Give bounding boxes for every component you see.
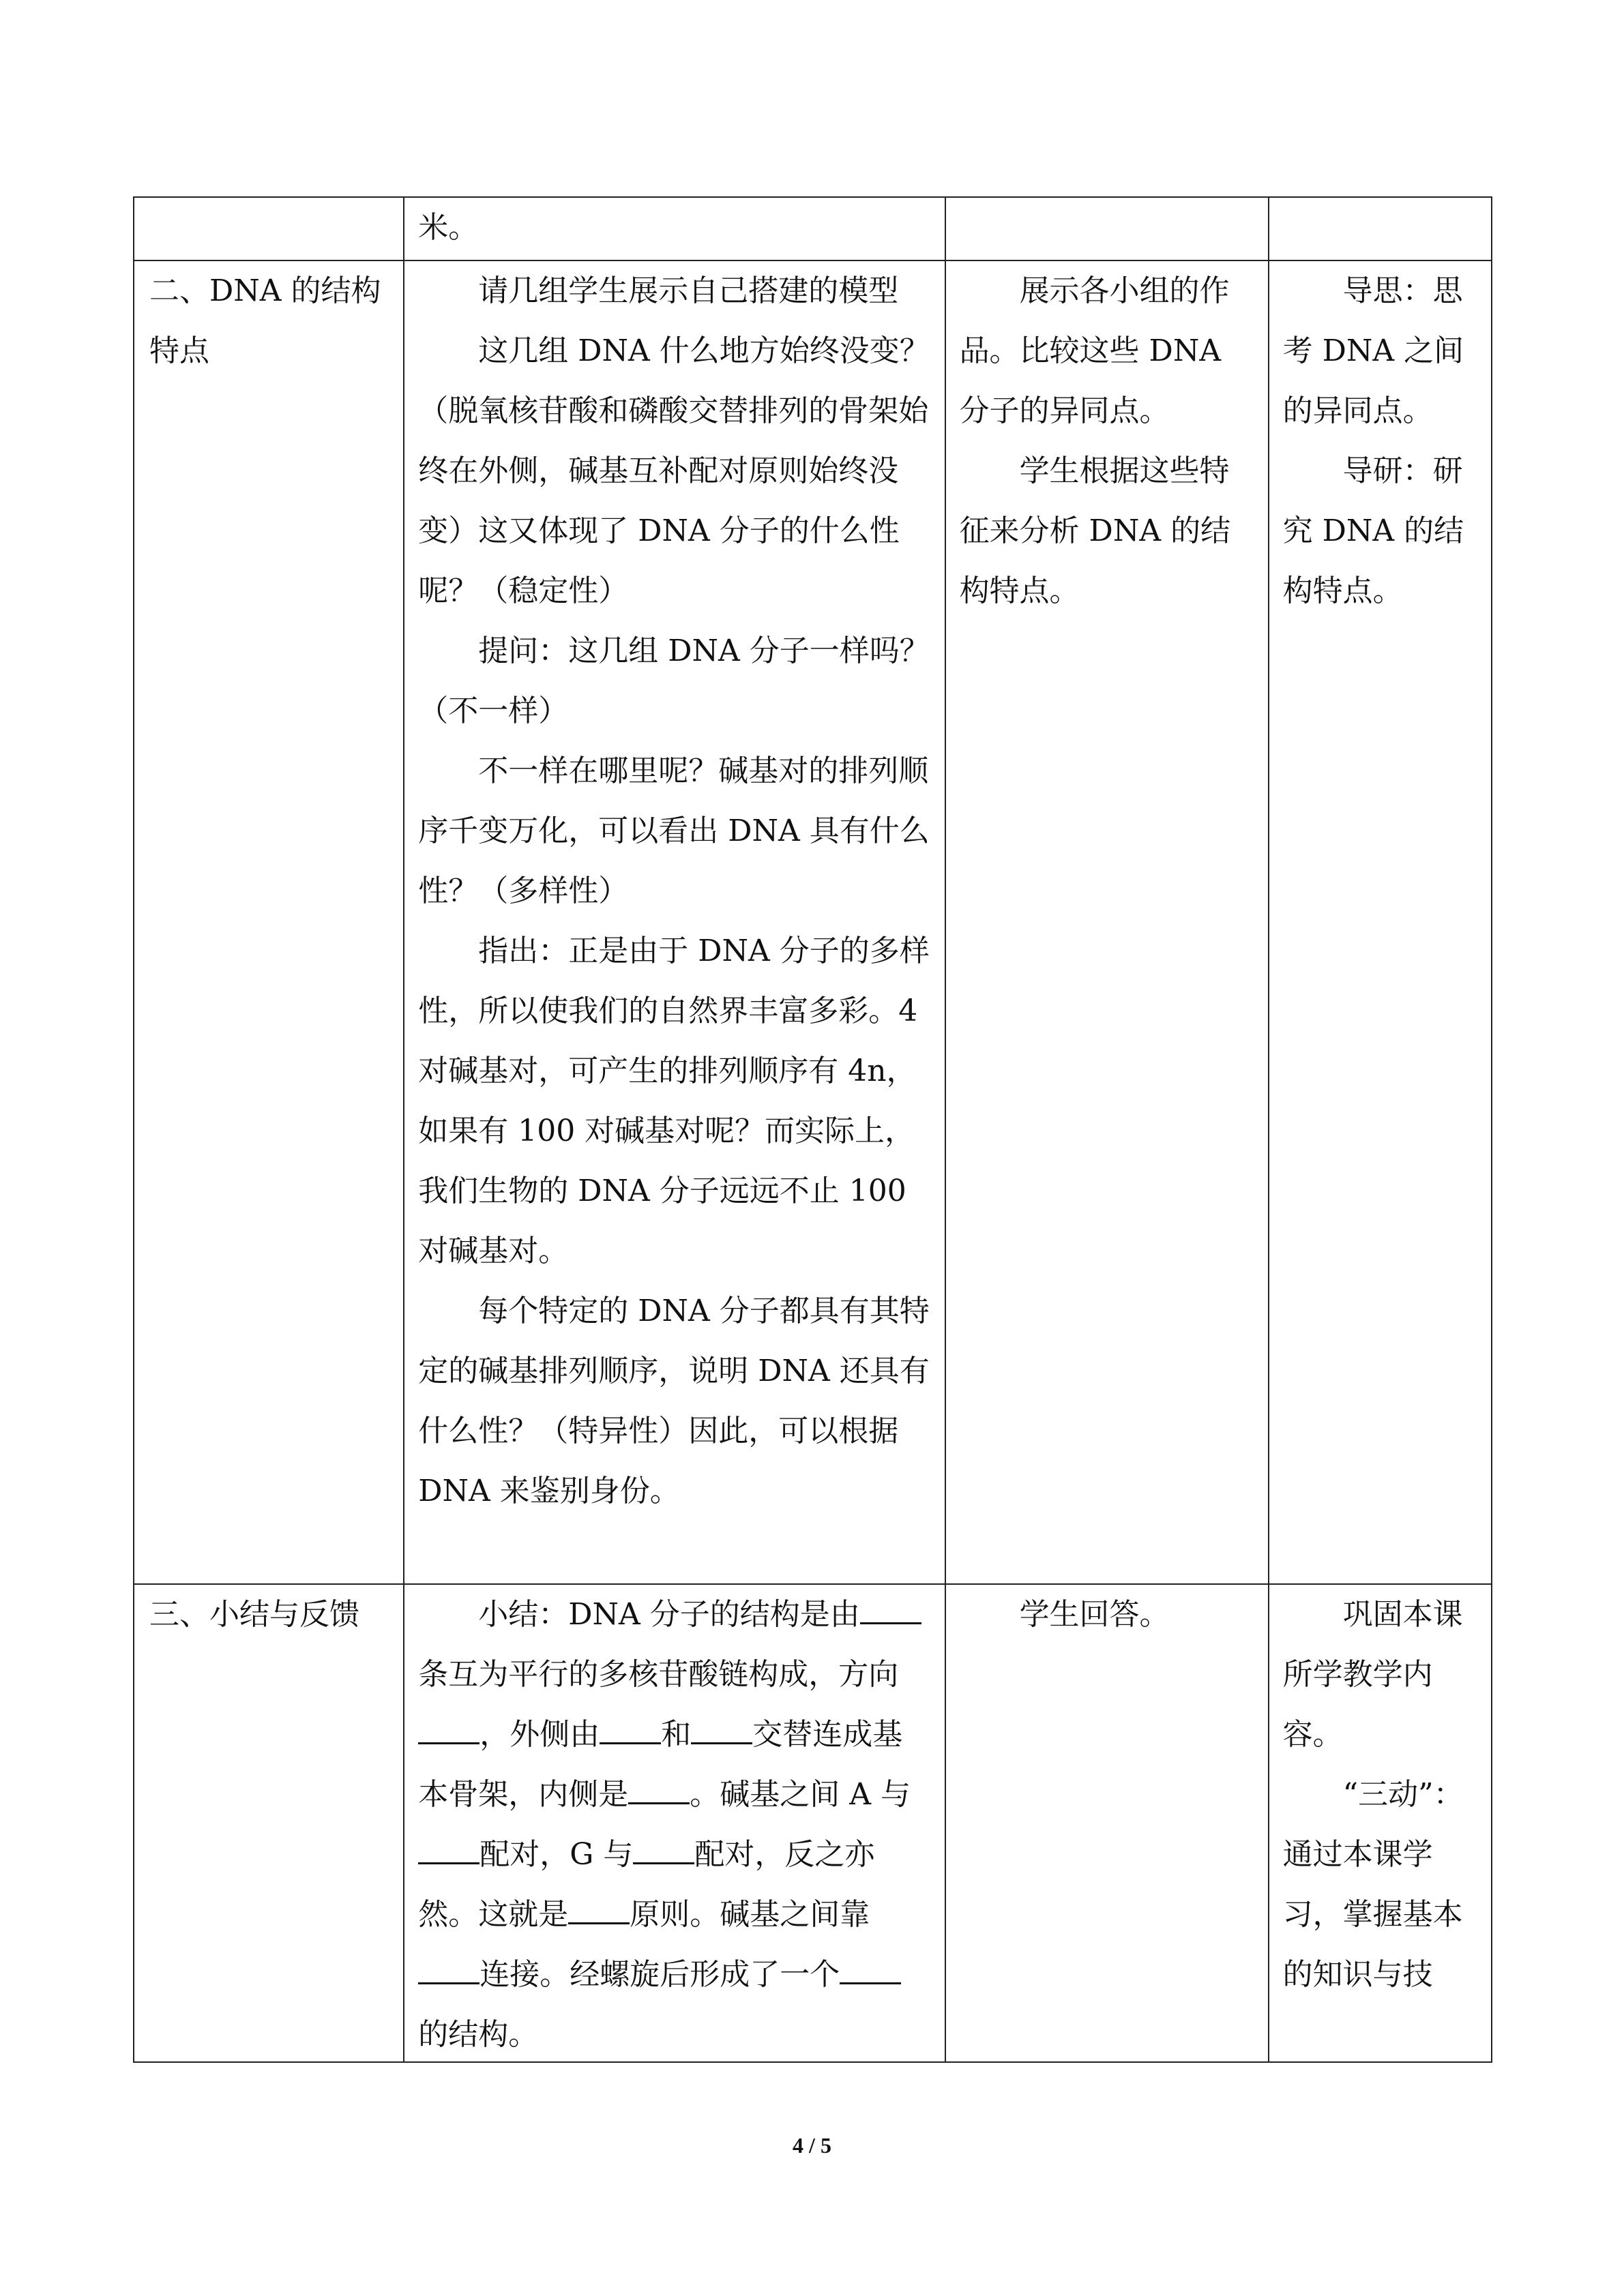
summary-text: 连接。经螺旋后形成了一个 [479, 1957, 840, 1992]
section-cell: 二、DNA 的结构特点 [149, 273, 381, 368]
fill-blank [691, 1715, 752, 1744]
teacher-paragraph: 提问：这几组 DNA 分子一样吗？（不一样） [418, 633, 930, 728]
summary-fill-in [418, 1585, 930, 2065]
table-row [134, 260, 1491, 1583]
summary-text: 原则。碱基之间靠 [630, 1897, 870, 1932]
teacher-paragraph: 这几组 DNA 什么地方始终没变？（脱氧核苷酸和磷酸交替排列的骨架始终在外侧，碱基互补配对原则始终没变）这又体现了 DNA 分子的什么性呢？（稳定性） [418, 333, 930, 608]
table-row [134, 1583, 1491, 2061]
summary-text: ，外侧由 [479, 1717, 600, 1752]
summary-text: 。碱基之间 A 与 [690, 1777, 911, 1812]
summary-text: 和 [661, 1717, 692, 1752]
student-activity-cell [945, 261, 1268, 1583]
teacher-activity-cell [403, 1585, 944, 2061]
design-paragraph: 导研：研究 DNA 的结构特点。 [1282, 453, 1464, 608]
fill-blank [860, 1595, 921, 1624]
fill-blank [418, 1715, 479, 1744]
design-paragraph: 导思：思考 DNA 之间的异同点。 [1282, 273, 1464, 428]
teacher-paragraph: 每个特定的 DNA 分子都具有其特定的碱基排列顺序，说明 DNA 还具有什么性？（特异性）因此，可以根据 DNA 来鉴别身份。 [418, 1294, 930, 1508]
fill-blank [633, 1835, 694, 1864]
fill-blank [628, 1775, 690, 1804]
page-number: 4 / 5 [793, 2133, 831, 2158]
design-paragraph: “三动”：通过本课学习，掌握基本的知识与技 [1282, 1777, 1464, 1992]
student-activity-cell [945, 198, 1268, 260]
summary-text: 的结构。 [418, 2017, 539, 2052]
teacher-paragraph: 请几组学生展示自己搭建的模型 [478, 273, 899, 308]
fill-blank [418, 1835, 479, 1864]
table-row [134, 198, 1491, 260]
student-paragraph: 学生回答。 [1019, 1597, 1170, 1632]
fill-blank [600, 1715, 661, 1744]
summary-text: 条互为平行的多核苷酸链构成，方向 [418, 1657, 899, 1692]
fill-blank [418, 1955, 479, 1984]
summary-text: 配对，反之亦然。这就是 [418, 1837, 875, 1932]
summary-text: 小结：DNA 分子的结构是由 [478, 1597, 860, 1632]
teacher-activity-cell [403, 261, 944, 1583]
fill-blank [568, 1895, 630, 1924]
summary-text: 交替连成基本骨架，内侧是 [418, 1717, 903, 1812]
design-intent-cell [1268, 198, 1491, 260]
teacher-activity-cell [403, 198, 944, 260]
design-intent-cell [1268, 1585, 1491, 2061]
section-cell [134, 198, 403, 260]
fill-blank [840, 1955, 901, 1984]
design-paragraph: 巩固本课所学教学内容。 [1282, 1597, 1463, 1752]
teacher-paragraph: 指出：正是由于 DNA 分子的多样性，所以使我们的自然界丰富多彩。4 对碱基对，可产生的排列顺序有 4n，如果有 100 对碱基对呢？而实际上，我们生物的 DNA 分子远远不止 100 对碱基对。 [418, 934, 930, 1268]
section-cell: 三、小结与反馈 [149, 1597, 359, 1632]
student-paragraph: 展示各小组的作品。比较这些 DNA 分子的异同点。 [959, 273, 1230, 428]
teacher-paragraph: 不一样在哪里呢？碱基对的排列顺序千变万化，可以看出 DNA 具有什么性？（多样性） [418, 754, 930, 908]
teacher-text: 米。 [418, 210, 479, 245]
summary-text: 配对，G 与 [479, 1837, 634, 1872]
design-intent-cell [1268, 261, 1491, 1583]
lesson-table [133, 196, 1492, 2063]
student-activity-cell [945, 1585, 1268, 2061]
student-paragraph: 学生根据这些特征来分析 DNA 的结构特点。 [959, 453, 1231, 608]
